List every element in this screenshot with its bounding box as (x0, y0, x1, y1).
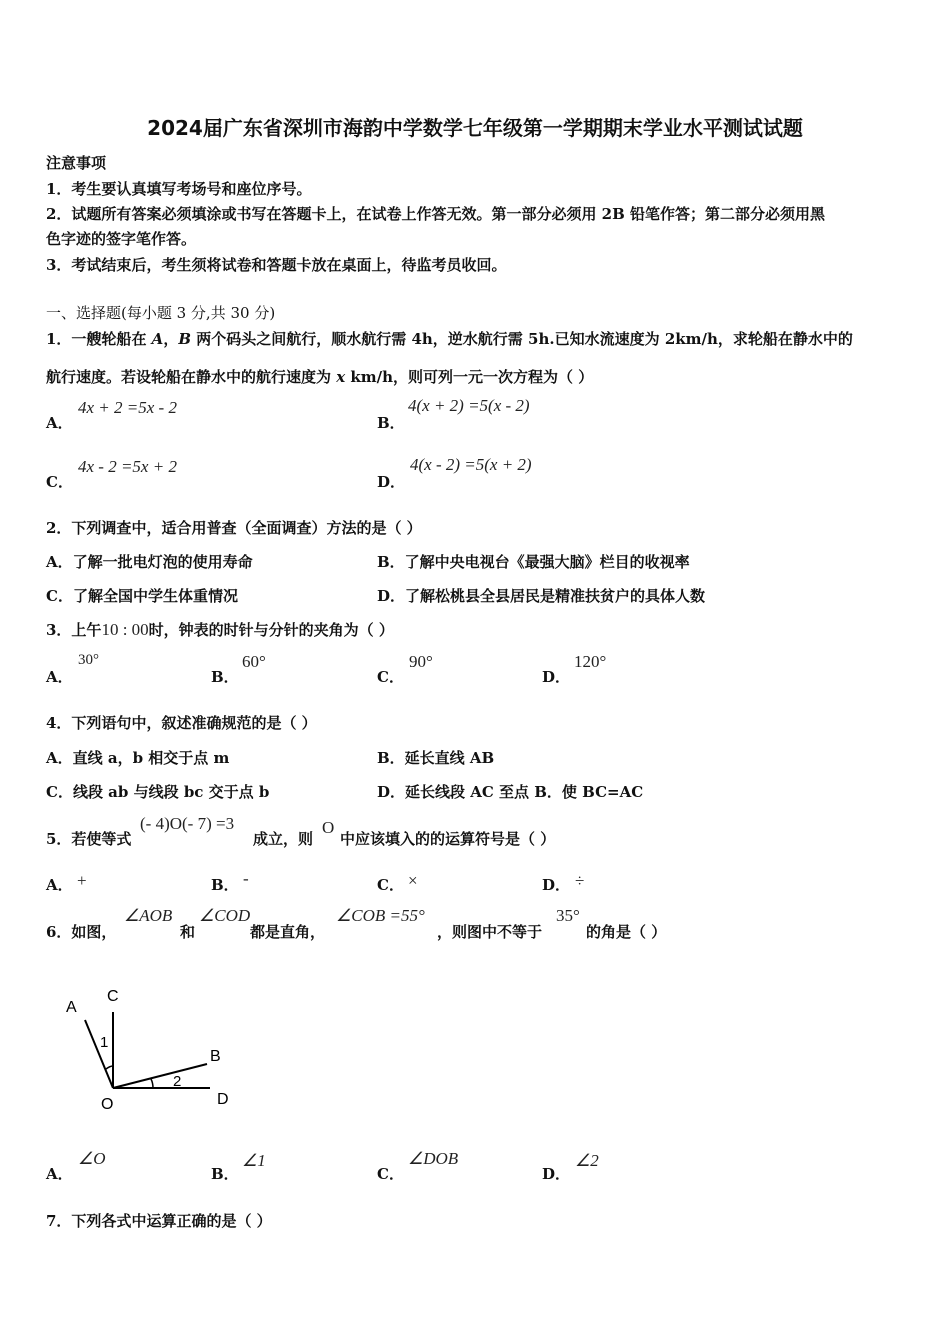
q2-stem: 2．下列调查中，适合用普查（全面调查）方法的是（ ） (46, 519, 422, 537)
q1-option-c-label: C． (46, 473, 73, 491)
angle-1-arc (106, 1066, 113, 1069)
q6-degree: 35° (556, 906, 580, 925)
angle-2-label: 2 (173, 1073, 182, 1090)
section-heading: 一、选择题(每小题 3 分,共 30 分) (46, 304, 276, 322)
q5-option-a-symbol: + (77, 871, 87, 890)
point-o-label: O (101, 1096, 114, 1113)
q6-option-c-expr: ∠DOB (408, 1149, 459, 1168)
q5-option-c-symbol: × (408, 871, 418, 890)
q5-expression: (- 4)O(- 7) =3 (140, 814, 235, 833)
q3-option-b-expr: 60° (242, 652, 266, 671)
q6-option-a-expr: ∠O (78, 1149, 106, 1168)
q4-option-a: A．直线 a，b 相交于点 m (46, 749, 230, 767)
q1-stem-line2: 航行速度。若设轮船在静水中的航行速度为 x km/h，则可列一元一次方程为（ ） (46, 368, 594, 386)
q3-option-a-label: A． (46, 668, 73, 686)
q1-stem-line1: 1．一艘轮船在 A，B 两个码头之间航行，顺水航行需 4h，逆水航行需 5h.已知水流速度为 2km/h，求轮船在静水中的 (46, 330, 853, 348)
notice-heading: 注意事项 (46, 154, 107, 172)
q6-option-d-label: D． (542, 1165, 571, 1183)
q5-option-b-symbol: - (243, 869, 249, 888)
q6-option-d-expr: ∠2 (575, 1151, 599, 1170)
q5-stem-b: 成立，则 (253, 830, 314, 848)
notice-item-3: 3．考试结束后，考生须将试卷和答题卡放在桌面上，待监考员收回。 (46, 256, 507, 274)
q4-option-b: B．延长直线 AB (377, 749, 495, 767)
ray-ob (113, 1064, 207, 1088)
q6-option-c-label: C． (377, 1165, 404, 1183)
q2-option-b: B．了解中央电视台《最强大脑》栏目的收视率 (377, 553, 690, 571)
q1-option-d-expr: 4(x - 2) =5(x + 2) (410, 455, 532, 474)
q3-option-b-label: B． (211, 668, 239, 686)
point-c-label: C (107, 988, 119, 1005)
q2-option-d: D．了解松桃县全县居民是精准扶贫户的具体人数 (377, 587, 706, 605)
q1-option-c-expr: 4x - 2 =5x + 2 (78, 457, 177, 476)
q6-option-b-expr: ∠1 (242, 1151, 266, 1170)
page-title: 2024届广东省深圳市海韵中学数学七年级第一学期期末学业水平测试试题 (147, 116, 803, 140)
q2-option-c: C．了解全国中学生体重情况 (46, 587, 238, 605)
point-d-label: D (217, 1091, 229, 1108)
q1-option-a-expr: 4x + 2 =5x - 2 (78, 398, 177, 417)
q1-option-b-label: B． (377, 414, 405, 432)
q2-option-a: A．了解一批电灯泡的使用寿命 (46, 553, 253, 571)
q5-stem-c: 中应该填入的的运算符号是（ ） (340, 830, 556, 848)
q5-option-b-label: B． (211, 876, 239, 894)
q4-option-c: C．线段 ab 与线段 bc 交于点 b (46, 783, 270, 801)
q5-stem-a: 5．若使等式 (46, 830, 132, 848)
q6-figure (55, 980, 255, 1115)
q6-option-b-label: B． (211, 1165, 239, 1183)
q6-angle-cob: ∠COB =55° (336, 906, 425, 925)
ray-oa (85, 1020, 113, 1088)
q5-option-d-label: D． (542, 876, 571, 894)
q6-stem-d: 的角是（ ） (586, 923, 667, 941)
q3-option-d-label: D． (542, 668, 571, 686)
angle-2-arc (151, 1079, 153, 1088)
q6-option-a-label: A． (46, 1165, 73, 1183)
q6-stem-b: 都是直角， (250, 923, 326, 941)
q3-option-c-label: C． (377, 668, 404, 686)
q4-stem: 4．下列语句中，叙述准确规范的是（ ） (46, 714, 317, 732)
point-a-label: A (66, 999, 77, 1016)
q7-stem: 7．下列各式中运算正确的是（ ） (46, 1212, 272, 1230)
q1-option-d-label: D． (377, 473, 406, 491)
q6-and: 和 (180, 923, 196, 941)
angle-1-label: 1 (100, 1034, 109, 1051)
q5-circle-symbol: O (322, 818, 335, 837)
q3-option-d-expr: 120° (574, 652, 607, 671)
q6-angle-aob: ∠AOB (124, 906, 173, 925)
q3-option-a-expr: 30° (78, 652, 99, 668)
q5-option-c-label: C． (377, 876, 404, 894)
notice-item-2: 2．试题所有答案必须填涂或书写在答题卡上，在试卷上作答无效。第一部分必须用 2B 铅笔作答；第二部分必须用黑 (46, 205, 826, 223)
q1-option-a-label: A． (46, 414, 73, 432)
notice-item-1: 1．考生要认真填写考场号和座位序号。 (46, 180, 312, 198)
q4-option-d: D．延长线段 AC 至点 B．使 BC=AC (377, 783, 644, 801)
q3-option-c-expr: 90° (409, 652, 433, 671)
q5-option-d-symbol: ÷ (575, 871, 585, 890)
q6-angle-cod: ∠COD (199, 906, 251, 925)
q6-stem-a: 6．如图， (46, 923, 117, 941)
q1-option-b-expr: 4(x + 2) =5(x - 2) (408, 396, 530, 415)
q3-stem: 3．上午10 : 00时，钟表的时针与分针的夹角为（ ） (46, 620, 394, 639)
q5-option-a-label: A． (46, 876, 73, 894)
q6-stem-c: ，则图中不等于 (437, 923, 543, 941)
point-b-label: B (210, 1048, 221, 1065)
notice-item-2-cont: 色字迹的签字笔作答。 (46, 230, 197, 248)
